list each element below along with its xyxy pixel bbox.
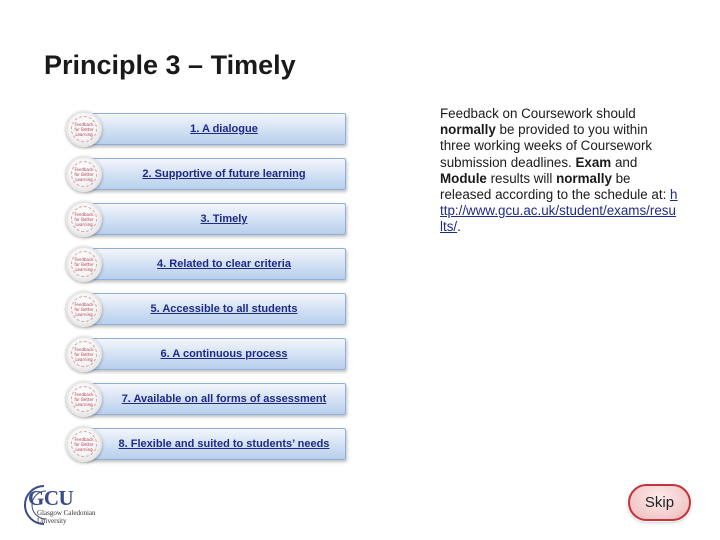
principle-bar[interactable]	[84, 203, 346, 235]
principle-link[interactable]: 4. Related to clear criteria	[157, 258, 291, 270]
principle-link[interactable]: 7. Available on all forms of assessment	[121, 393, 327, 405]
principle-bar[interactable]	[84, 113, 346, 145]
principle-link[interactable]: 2. Supportive of future learning	[142, 168, 306, 180]
feedback-badge-icon: Feedback for Better Learning	[66, 246, 102, 282]
principle-item	[66, 155, 356, 193]
feedback-badge-icon: Feedback for Better Learning	[66, 291, 102, 327]
principle-item	[66, 200, 356, 238]
feedback-info-text: Feedback on Coursework should normally be provided to you within three working weeks of Coursework submission deadlines. Exam and Module results will normally be released according to the schedule at: http://www.gcu.ac.uk/student/exams/results/.	[440, 106, 678, 235]
principle-link[interactable]: 6. A continuous process	[160, 348, 288, 360]
principle-link[interactable]: 3. Timely	[200, 213, 248, 225]
logo-abbr: GCU	[28, 486, 74, 510]
principle-bar[interactable]	[84, 428, 346, 460]
feedback-badge-icon: Feedback for Better Learning	[66, 111, 102, 147]
principle-item	[66, 425, 356, 463]
gcu-logo	[20, 483, 120, 527]
principle-bar[interactable]	[84, 248, 346, 280]
page-title: Principle 3 – Timely	[44, 50, 296, 80]
principle-link[interactable]: 1. A dialogue	[190, 123, 258, 135]
principle-item	[66, 380, 356, 418]
principle-bar[interactable]	[84, 293, 346, 325]
logo-university-name: Glasgow Caledonian University	[37, 509, 96, 525]
principle-link[interactable]: 8. Flexible and suited to students’ needs	[118, 438, 330, 450]
principle-item	[66, 290, 356, 328]
principle-item	[66, 245, 356, 283]
principle-item	[66, 110, 356, 148]
feedback-badge-icon: Feedback for Better Learning	[66, 156, 102, 192]
feedback-badge-icon: Feedback for Better Learning	[66, 426, 102, 462]
feedback-badge-icon: Feedback for Better Learning	[66, 381, 102, 417]
feedback-badge-icon: Feedback for Better Learning	[66, 336, 102, 372]
principle-item	[66, 335, 356, 373]
principle-bar[interactable]	[84, 158, 346, 190]
principle-bar[interactable]	[84, 383, 346, 415]
principle-link[interactable]: 5. Accessible to all students	[150, 303, 298, 315]
principle-bar[interactable]	[84, 338, 346, 370]
skip-button[interactable]: Skip	[628, 484, 691, 521]
feedback-badge-icon: Feedback for Better Learning	[66, 201, 102, 237]
exam-results-link[interactable]: http://www.gcu.ac.uk/student/exams/results/	[440, 187, 678, 235]
